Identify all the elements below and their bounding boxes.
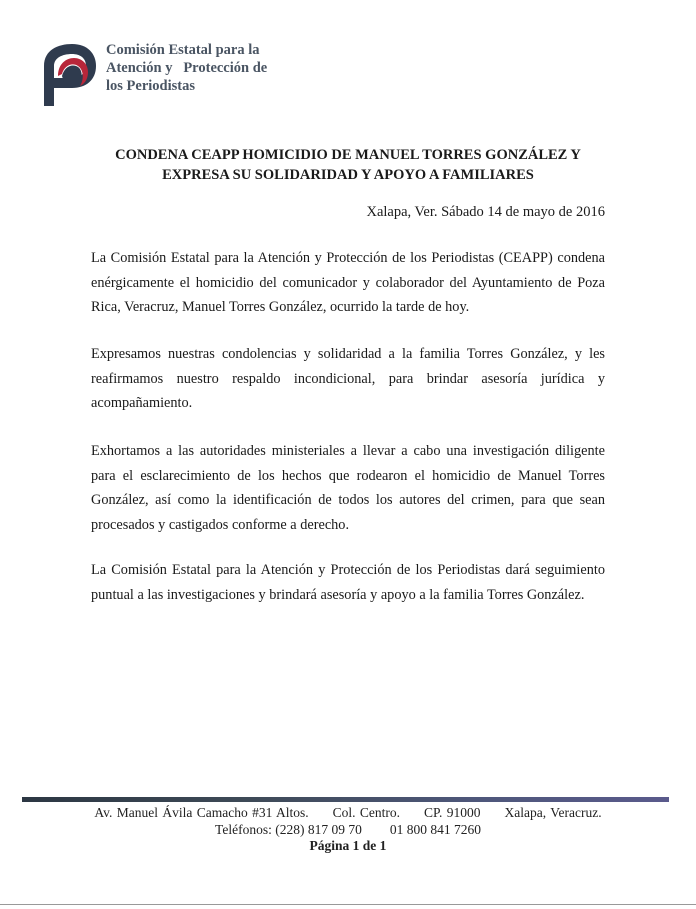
organization-name: Comisión Estatal para la Atención y Protección de los Periodistas	[106, 42, 268, 94]
paragraph-3: Exhortamos a las autoridades ministeriales a llevar a cabo una investigación diligente para el esclarecimiento de los hechos que rodearon el homicidio de Manuel Torres González, así como la identificación de todos los autores del crimen, para que sean procesados y castigados conforme a derecho.	[91, 443, 605, 533]
address-street: Av. Manuel Ávila Camacho #31 Altos.	[94, 805, 309, 820]
paragraph-2: Expresamos nuestras condolencias y solidaridad a la familia Torres González, y les reafirmamos nuestro respaldo incondicional, para brindar asesoría jurídica y acompañamiento.	[91, 346, 605, 411]
paragraph-1: La Comisión Estatal para la Atención y Protección de los Periodistas (CEAPP) condena enérgicamente el homicidio del comunicador y colaborador del Ayuntamiento de Poza Rica, Veracruz, Manuel Torres González, ocurrido la tarde de hoy.	[91, 250, 605, 315]
address-colonia: Col. Centro.	[332, 805, 400, 820]
paragraph-4: La Comisión Estatal para la Atención y Protección de los Periodistas dará seguimiento puntual a las investigaciones y brindará asesoría y apoyo a la familia Torres González.	[91, 562, 605, 603]
title-line-2: EXPRESA SU SOLIDARIDAD Y APOYO A FAMILIARES	[162, 167, 534, 183]
address-cp: CP. 91000	[423, 805, 481, 820]
document-title	[60, 145, 636, 185]
footer-phones	[0, 822, 696, 838]
footer-address	[0, 805, 696, 821]
ceapp-logo-icon	[38, 40, 100, 110]
page-bottom-edge	[0, 904, 696, 905]
footer-divider	[22, 797, 669, 802]
title-line-1: CONDENA CEAPP HOMICIDIO DE MANUEL TORRES GONZÁLEZ Y	[115, 147, 581, 163]
phone-main: Teléfonos: (228) 817 09 70	[215, 822, 362, 837]
page-number: Página 1 de 1	[309, 838, 387, 853]
letterhead	[38, 40, 267, 110]
phone-tollfree: 01 800 841 7260	[389, 822, 481, 837]
dateline: Xalapa, Ver. Sábado 14 de mayo de 2016	[366, 204, 605, 220]
address-city: Xalapa, Veracruz.	[504, 805, 602, 820]
